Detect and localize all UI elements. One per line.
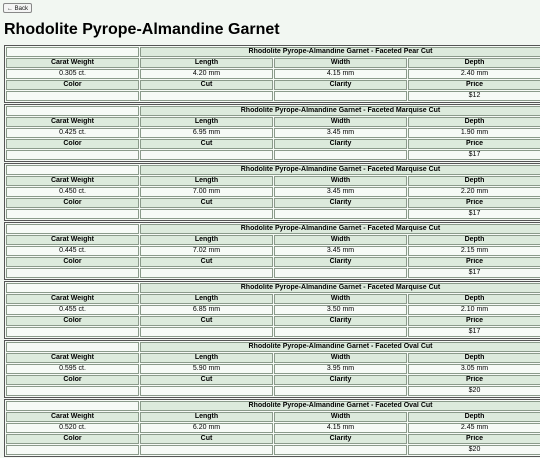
grade-header-row [6, 198, 540, 208]
title-spacer-cell [6, 106, 139, 116]
clarity-value [274, 445, 407, 455]
cut-value [140, 445, 273, 455]
length-value: 4.20 mm [140, 69, 273, 79]
dimension-header-row [6, 176, 540, 186]
back-button[interactable]: ← Back [3, 3, 32, 13]
width-value: 4.15 mm [274, 69, 407, 79]
cut-header: Cut [140, 139, 273, 149]
title-spacer-cell [6, 342, 139, 352]
width-header: Width [274, 117, 407, 127]
gem-item-table [4, 222, 540, 280]
item-title: Rhodolite Pyrope-Almandine Garnet - Faceted Marquise Cut [140, 165, 540, 175]
depth-value: 2.40 mm [408, 69, 540, 79]
depth-value: 2.10 mm [408, 305, 540, 315]
width-header: Width [274, 58, 407, 68]
carat-weight-value: 0.450 ct. [6, 187, 139, 197]
width-header: Width [274, 235, 407, 245]
price-header: Price [408, 434, 540, 444]
item-title: Rhodolite Pyrope-Almandine Garnet - Faceted Marquise Cut [140, 224, 540, 234]
item-title: Rhodolite Pyrope-Almandine Garnet - Faceted Oval Cut [140, 342, 540, 352]
color-value [6, 268, 139, 278]
dimension-value-row [6, 364, 540, 374]
length-value: 6.20 mm [140, 423, 273, 433]
color-header: Color [6, 316, 139, 326]
dimension-value-row [6, 128, 540, 138]
width-header: Width [274, 294, 407, 304]
price-value: $20 [408, 445, 540, 455]
cut-header: Cut [140, 198, 273, 208]
item-list [4, 45, 536, 458]
color-header: Color [6, 80, 139, 90]
length-header: Length [140, 117, 273, 127]
cut-value [140, 268, 273, 278]
width-value: 3.45 mm [274, 246, 407, 256]
length-value: 7.02 mm [140, 246, 273, 256]
width-header: Width [274, 412, 407, 422]
color-value [6, 150, 139, 160]
carat-weight-value: 0.520 ct. [6, 423, 139, 433]
grade-value-row [6, 150, 540, 160]
carat-weight-header: Carat Weight [6, 412, 139, 422]
cut-value [140, 327, 273, 337]
dimension-value-row [6, 305, 540, 315]
length-header: Length [140, 235, 273, 245]
price-header: Price [408, 316, 540, 326]
depth-value: 2.15 mm [408, 246, 540, 256]
gem-item-table [4, 340, 540, 398]
width-value: 4.15 mm [274, 423, 407, 433]
grade-header-row [6, 434, 540, 444]
price-header: Price [408, 257, 540, 267]
clarity-header: Clarity [274, 80, 407, 90]
length-header: Length [140, 58, 273, 68]
title-spacer-cell [6, 224, 139, 234]
price-value: $17 [408, 268, 540, 278]
color-value [6, 386, 139, 396]
color-header: Color [6, 139, 139, 149]
depth-value: 1.90 mm [408, 128, 540, 138]
clarity-value [274, 150, 407, 160]
item-title-row [6, 224, 540, 234]
title-spacer-cell [6, 47, 139, 57]
width-header: Width [274, 353, 407, 363]
dimension-header-row [6, 294, 540, 304]
depth-header: Depth [408, 294, 540, 304]
length-value: 5.90 mm [140, 364, 273, 374]
dimension-header-row [6, 58, 540, 68]
cut-value [140, 209, 273, 219]
page-title: Rhodolite Pyrope-Almandine Garnet [4, 21, 280, 38]
carat-weight-value: 0.305 ct. [6, 69, 139, 79]
carat-weight-header: Carat Weight [6, 176, 139, 186]
carat-weight-value: 0.425 ct. [6, 128, 139, 138]
item-title: Rhodolite Pyrope-Almandine Garnet - Faceted Oval Cut [140, 401, 540, 411]
gem-item-table [4, 104, 540, 162]
dimension-value-row [6, 246, 540, 256]
title-spacer-cell [6, 401, 139, 411]
clarity-value [274, 268, 407, 278]
length-header: Length [140, 412, 273, 422]
depth-value: 3.05 mm [408, 364, 540, 374]
depth-value: 2.45 mm [408, 423, 540, 433]
cut-header: Cut [140, 375, 273, 385]
grade-value-row [6, 445, 540, 455]
grade-value-row [6, 386, 540, 396]
grade-value-row [6, 268, 540, 278]
grade-header-row [6, 316, 540, 326]
color-value [6, 209, 139, 219]
depth-value: 2.20 mm [408, 187, 540, 197]
clarity-value [274, 327, 407, 337]
item-title-row [6, 165, 540, 175]
gem-item-table [4, 45, 540, 103]
dimension-header-row [6, 412, 540, 422]
depth-header: Depth [408, 176, 540, 186]
grade-header-row [6, 80, 540, 90]
price-value: $17 [408, 327, 540, 337]
cut-header: Cut [140, 434, 273, 444]
length-value: 6.95 mm [140, 128, 273, 138]
clarity-header: Clarity [274, 316, 407, 326]
grade-value-row [6, 91, 540, 101]
item-title: Rhodolite Pyrope-Almandine Garnet - Faceted Marquise Cut [140, 283, 540, 293]
grade-header-row [6, 139, 540, 149]
dimension-header-row [6, 235, 540, 245]
grade-header-row [6, 375, 540, 385]
dimension-value-row [6, 187, 540, 197]
dimension-header-row [6, 117, 540, 127]
color-value [6, 91, 139, 101]
grade-header-row [6, 257, 540, 267]
clarity-header: Clarity [274, 375, 407, 385]
price-header: Price [408, 80, 540, 90]
title-spacer-cell [6, 165, 139, 175]
width-value: 3.45 mm [274, 128, 407, 138]
dimension-value-row [6, 69, 540, 79]
clarity-value [274, 91, 407, 101]
cut-value [140, 386, 273, 396]
length-value: 7.00 mm [140, 187, 273, 197]
gem-item-table [4, 163, 540, 221]
cut-value [140, 150, 273, 160]
clarity-header: Clarity [274, 434, 407, 444]
cut-header: Cut [140, 257, 273, 267]
clarity-header: Clarity [274, 139, 407, 149]
depth-header: Depth [408, 58, 540, 68]
item-title-row [6, 106, 540, 116]
width-value: 3.50 mm [274, 305, 407, 315]
item-title: Rhodolite Pyrope-Almandine Garnet - Faceted Marquise Cut [140, 106, 540, 116]
price-header: Price [408, 139, 540, 149]
carat-weight-header: Carat Weight [6, 294, 139, 304]
grade-value-row [6, 209, 540, 219]
item-title-row [6, 401, 540, 411]
depth-header: Depth [408, 412, 540, 422]
gem-item-table [4, 281, 540, 339]
dimension-value-row [6, 423, 540, 433]
gem-item-table [4, 399, 540, 457]
carat-weight-value: 0.455 ct. [6, 305, 139, 315]
title-spacer-cell [6, 283, 139, 293]
color-header: Color [6, 434, 139, 444]
color-header: Color [6, 198, 139, 208]
carat-weight-header: Carat Weight [6, 353, 139, 363]
length-value: 6.85 mm [140, 305, 273, 315]
depth-header: Depth [408, 353, 540, 363]
price-header: Price [408, 375, 540, 385]
width-header: Width [274, 176, 407, 186]
item-title-row [6, 283, 540, 293]
clarity-header: Clarity [274, 198, 407, 208]
color-header: Color [6, 257, 139, 267]
item-title-row [6, 47, 540, 57]
cut-header: Cut [140, 80, 273, 90]
clarity-value [274, 386, 407, 396]
carat-weight-header: Carat Weight [6, 235, 139, 245]
color-value [6, 445, 139, 455]
clarity-value [274, 209, 407, 219]
length-header: Length [140, 353, 273, 363]
carat-weight-value: 0.445 ct. [6, 246, 139, 256]
dimension-header-row [6, 353, 540, 363]
width-value: 3.95 mm [274, 364, 407, 374]
price-value: $17 [408, 209, 540, 219]
price-value: $12 [408, 91, 540, 101]
price-value: $20 [408, 386, 540, 396]
clarity-header: Clarity [274, 257, 407, 267]
length-header: Length [140, 176, 273, 186]
carat-weight-value: 0.595 ct. [6, 364, 139, 374]
color-header: Color [6, 375, 139, 385]
color-value [6, 327, 139, 337]
price-value: $17 [408, 150, 540, 160]
cut-header: Cut [140, 316, 273, 326]
depth-header: Depth [408, 117, 540, 127]
item-title-row [6, 342, 540, 352]
cut-value [140, 91, 273, 101]
item-title: Rhodolite Pyrope-Almandine Garnet - Faceted Pear Cut [140, 47, 540, 57]
width-value: 3.45 mm [274, 187, 407, 197]
depth-header: Depth [408, 235, 540, 245]
carat-weight-header: Carat Weight [6, 58, 139, 68]
length-header: Length [140, 294, 273, 304]
price-header: Price [408, 198, 540, 208]
carat-weight-header: Carat Weight [6, 117, 139, 127]
grade-value-row [6, 327, 540, 337]
